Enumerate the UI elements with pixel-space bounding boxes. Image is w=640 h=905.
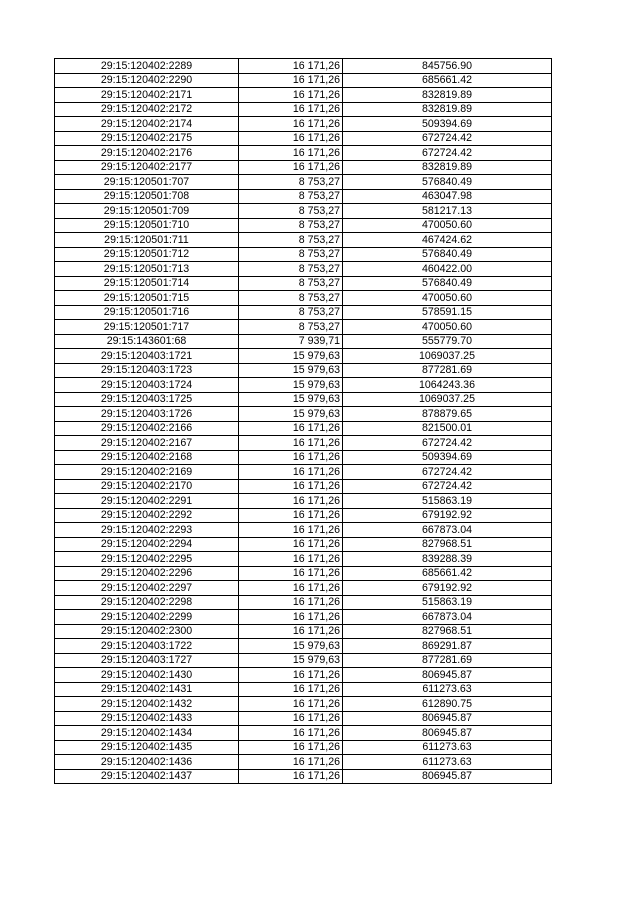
table-row: [55, 508, 552, 523]
value-cell: 576840.49: [343, 276, 552, 291]
value-cell: 467424.62: [343, 233, 552, 248]
area-cell: 16 171,26: [239, 610, 343, 625]
cadastral-number-cell: 29:15:120501:707: [55, 175, 239, 190]
table-row: [55, 682, 552, 697]
cadastral-number-cell: 29:15:120402:2168: [55, 450, 239, 465]
area-cell: 16 171,26: [239, 726, 343, 741]
value-cell: 672724.42: [343, 436, 552, 451]
table-row: [55, 624, 552, 639]
cadastral-number-cell: 29:15:120402:2171: [55, 88, 239, 103]
table-row: [55, 450, 552, 465]
table-row: [55, 537, 552, 552]
value-cell: 581217.13: [343, 204, 552, 219]
area-cell: 16 171,26: [239, 494, 343, 509]
area-cell: 16 171,26: [239, 523, 343, 538]
value-cell: 463047.98: [343, 189, 552, 204]
cadastral-number-cell: 29:15:120501:715: [55, 291, 239, 306]
table-row: [55, 146, 552, 161]
table-row: [55, 595, 552, 610]
cadastral-number-cell: 29:15:120501:708: [55, 189, 239, 204]
area-cell: 16 171,26: [239, 552, 343, 567]
cadastral-number-cell: 29:15:120402:2297: [55, 581, 239, 596]
value-cell: 515863.19: [343, 494, 552, 509]
cadastral-number-cell: 29:15:120402:2300: [55, 624, 239, 639]
cadastral-number-cell: 29:15:120402:2292: [55, 508, 239, 523]
cadastral-number-cell: 29:15:120402:2175: [55, 131, 239, 146]
table-row: [55, 160, 552, 175]
cadastral-number-cell: 29:15:120402:2169: [55, 465, 239, 480]
area-cell: 15 979,63: [239, 639, 343, 654]
table-row: [55, 117, 552, 132]
cadastral-number-cell: 29:15:120402:2176: [55, 146, 239, 161]
value-cell: 878879.65: [343, 407, 552, 422]
table-row: [55, 218, 552, 233]
area-cell: 8 753,27: [239, 262, 343, 277]
area-cell: 16 171,26: [239, 59, 343, 74]
cadastral-number-cell: 29:15:120501:714: [55, 276, 239, 291]
value-cell: 509394.69: [343, 117, 552, 132]
table-row: [55, 88, 552, 103]
value-cell: 611273.63: [343, 740, 552, 755]
value-cell: 827968.51: [343, 624, 552, 639]
value-cell: 470050.60: [343, 218, 552, 233]
table-row: [55, 276, 552, 291]
value-cell: 578591.15: [343, 305, 552, 320]
table-row: [55, 421, 552, 436]
value-cell: 667873.04: [343, 523, 552, 538]
area-cell: 16 171,26: [239, 566, 343, 581]
value-cell: 1069037.25: [343, 349, 552, 364]
table-row: [55, 189, 552, 204]
value-cell: 806945.87: [343, 711, 552, 726]
table-row: [55, 479, 552, 494]
value-cell: 679192.92: [343, 581, 552, 596]
value-cell: 685661.42: [343, 73, 552, 88]
table-row: [55, 523, 552, 538]
table-row: [55, 465, 552, 480]
value-cell: 832819.89: [343, 102, 552, 117]
table-row: [55, 494, 552, 509]
table-row: [55, 175, 552, 190]
cadastral-number-cell: 29:15:120402:1433: [55, 711, 239, 726]
cadastral-number-cell: 29:15:120403:1727: [55, 653, 239, 668]
area-cell: 8 753,27: [239, 189, 343, 204]
table-row: [55, 378, 552, 393]
table-row: [55, 740, 552, 755]
area-cell: 8 753,27: [239, 291, 343, 306]
area-cell: 16 171,26: [239, 146, 343, 161]
table-row: [55, 291, 552, 306]
table-row: [55, 102, 552, 117]
cadastral-number-cell: 29:15:120402:1431: [55, 682, 239, 697]
table-row: [55, 131, 552, 146]
value-cell: 839288.39: [343, 552, 552, 567]
value-cell: 845756.90: [343, 59, 552, 74]
area-cell: 15 979,63: [239, 349, 343, 364]
value-cell: 470050.60: [343, 291, 552, 306]
value-cell: 832819.89: [343, 88, 552, 103]
cadastral-number-cell: 29:15:120501:713: [55, 262, 239, 277]
value-cell: 806945.87: [343, 726, 552, 741]
area-cell: 16 171,26: [239, 160, 343, 175]
value-cell: 806945.87: [343, 769, 552, 784]
cadastral-number-cell: 29:15:120402:1430: [55, 668, 239, 683]
cadastral-number-cell: 29:15:120402:1437: [55, 769, 239, 784]
value-cell: 612890.75: [343, 697, 552, 712]
area-cell: 16 171,26: [239, 668, 343, 683]
cadastral-number-cell: 29:15:120402:1436: [55, 755, 239, 770]
table-row: [55, 59, 552, 74]
area-cell: 16 171,26: [239, 479, 343, 494]
value-cell: 672724.42: [343, 146, 552, 161]
table-row: [55, 233, 552, 248]
table-row: [55, 392, 552, 407]
cadastral-number-cell: 29:15:120501:710: [55, 218, 239, 233]
table-row: [55, 697, 552, 712]
area-cell: 16 171,26: [239, 769, 343, 784]
value-cell: 672724.42: [343, 465, 552, 480]
table-row: [55, 639, 552, 654]
value-cell: 515863.19: [343, 595, 552, 610]
area-cell: 8 753,27: [239, 233, 343, 248]
table-row: [55, 711, 552, 726]
cadastral-number-cell: 29:15:120402:2166: [55, 421, 239, 436]
area-cell: 8 753,27: [239, 218, 343, 233]
table-row: [55, 305, 552, 320]
cadastral-number-cell: 29:15:120402:2167: [55, 436, 239, 451]
table-row: [55, 247, 552, 262]
area-cell: 16 171,26: [239, 595, 343, 610]
table-row: [55, 407, 552, 422]
value-cell: 1069037.25: [343, 392, 552, 407]
cadastral-number-cell: 29:15:120402:2299: [55, 610, 239, 625]
cadastral-number-cell: 29:15:120402:2294: [55, 537, 239, 552]
value-cell: 611273.63: [343, 682, 552, 697]
value-cell: 806945.87: [343, 668, 552, 683]
value-cell: 877281.69: [343, 653, 552, 668]
cadastral-number-cell: 29:15:143601:68: [55, 334, 239, 349]
value-cell: 672724.42: [343, 131, 552, 146]
cadastral-number-cell: 29:15:120501:711: [55, 233, 239, 248]
area-cell: 16 171,26: [239, 73, 343, 88]
area-cell: 16 171,26: [239, 436, 343, 451]
value-cell: 470050.60: [343, 320, 552, 335]
value-cell: 576840.49: [343, 175, 552, 190]
area-cell: 8 753,27: [239, 276, 343, 291]
value-cell: 827968.51: [343, 537, 552, 552]
area-cell: 8 753,27: [239, 175, 343, 190]
value-cell: 679192.92: [343, 508, 552, 523]
cadastral-number-cell: 29:15:120402:2293: [55, 523, 239, 538]
table-row: [55, 436, 552, 451]
area-cell: 8 753,27: [239, 204, 343, 219]
table-row: [55, 755, 552, 770]
cadastral-number-cell: 29:15:120402:2177: [55, 160, 239, 175]
cadastral-number-cell: 29:15:120501:709: [55, 204, 239, 219]
cadastral-number-cell: 29:15:120501:712: [55, 247, 239, 262]
area-cell: 16 171,26: [239, 421, 343, 436]
table-row: [55, 204, 552, 219]
area-cell: 15 979,63: [239, 378, 343, 393]
cadastral-number-cell: 29:15:120402:2290: [55, 73, 239, 88]
table-row: [55, 349, 552, 364]
value-cell: 611273.63: [343, 755, 552, 770]
cadastral-number-cell: 29:15:120402:2172: [55, 102, 239, 117]
area-cell: 16 171,26: [239, 465, 343, 480]
cadastral-number-cell: 29:15:120501:716: [55, 305, 239, 320]
area-cell: 16 171,26: [239, 697, 343, 712]
value-cell: 576840.49: [343, 247, 552, 262]
value-cell: 821500.01: [343, 421, 552, 436]
value-cell: 1064243.36: [343, 378, 552, 393]
cadastral-number-cell: 29:15:120501:717: [55, 320, 239, 335]
value-cell: 555779.70: [343, 334, 552, 349]
table-row: [55, 581, 552, 596]
area-cell: 16 171,26: [239, 537, 343, 552]
cadastral-number-cell: 29:15:120402:2174: [55, 117, 239, 132]
cadastral-number-cell: 29:15:120403:1726: [55, 407, 239, 422]
table-row: [55, 769, 552, 784]
table-row: [55, 610, 552, 625]
table-row: [55, 334, 552, 349]
table-body: [55, 59, 552, 784]
cadastral-number-cell: 29:15:120402:1432: [55, 697, 239, 712]
table-row: [55, 262, 552, 277]
cadastral-number-cell: 29:15:120402:2296: [55, 566, 239, 581]
table-row: [55, 668, 552, 683]
value-cell: 672724.42: [343, 479, 552, 494]
table-row: [55, 566, 552, 581]
area-cell: 16 171,26: [239, 581, 343, 596]
area-cell: 8 753,27: [239, 247, 343, 262]
area-cell: 16 171,26: [239, 755, 343, 770]
value-cell: 685661.42: [343, 566, 552, 581]
table-row: [55, 552, 552, 567]
area-cell: 16 171,26: [239, 740, 343, 755]
cadastral-number-cell: 29:15:120403:1725: [55, 392, 239, 407]
area-cell: 15 979,63: [239, 653, 343, 668]
area-cell: 16 171,26: [239, 117, 343, 132]
area-cell: 15 979,63: [239, 407, 343, 422]
table-row: [55, 73, 552, 88]
cadastral-number-cell: 29:15:120402:2291: [55, 494, 239, 509]
cadastral-number-cell: 29:15:120403:1723: [55, 363, 239, 378]
cadastral-number-cell: 29:15:120403:1722: [55, 639, 239, 654]
value-cell: 869291.87: [343, 639, 552, 654]
area-cell: 15 979,63: [239, 363, 343, 378]
cadastral-number-cell: 29:15:120402:2170: [55, 479, 239, 494]
area-cell: 16 171,26: [239, 131, 343, 146]
cadastral-number-cell: 29:15:120402:2295: [55, 552, 239, 567]
cadastral-number-cell: 29:15:120402:2289: [55, 59, 239, 74]
area-cell: 15 979,63: [239, 392, 343, 407]
value-cell: 877281.69: [343, 363, 552, 378]
value-cell: 667873.04: [343, 610, 552, 625]
value-cell: 832819.89: [343, 160, 552, 175]
area-cell: 8 753,27: [239, 305, 343, 320]
table-row: [55, 653, 552, 668]
value-cell: 460422.00: [343, 262, 552, 277]
area-cell: 16 171,26: [239, 450, 343, 465]
area-cell: 8 753,27: [239, 320, 343, 335]
cadastral-number-cell: 29:15:120402:2298: [55, 595, 239, 610]
cadastral-number-cell: 29:15:120402:1434: [55, 726, 239, 741]
table-row: [55, 363, 552, 378]
data-table: [54, 58, 552, 784]
value-cell: 509394.69: [343, 450, 552, 465]
area-cell: 16 171,26: [239, 88, 343, 103]
area-cell: 16 171,26: [239, 102, 343, 117]
area-cell: 16 171,26: [239, 682, 343, 697]
table-row: [55, 320, 552, 335]
cadastral-number-cell: 29:15:120403:1724: [55, 378, 239, 393]
area-cell: 16 171,26: [239, 624, 343, 639]
cadastral-number-cell: 29:15:120402:1435: [55, 740, 239, 755]
cadastral-number-cell: 29:15:120403:1721: [55, 349, 239, 364]
table-row: [55, 726, 552, 741]
area-cell: 7 939,71: [239, 334, 343, 349]
area-cell: 16 171,26: [239, 711, 343, 726]
area-cell: 16 171,26: [239, 508, 343, 523]
